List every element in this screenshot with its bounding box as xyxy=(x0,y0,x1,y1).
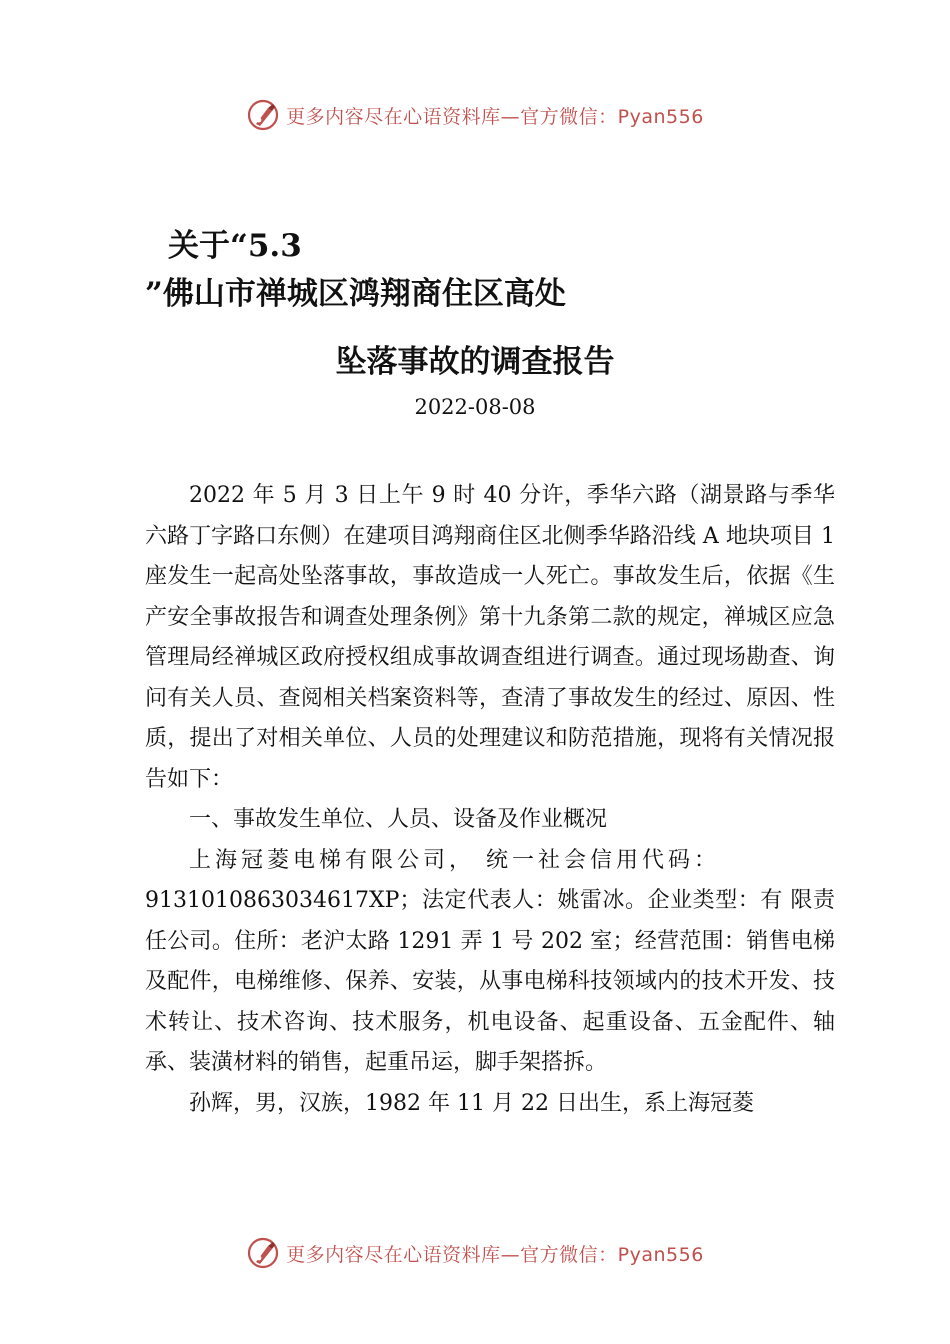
watermark-text: 更多内容尽在心语资料库—官方微信：Pyan556 xyxy=(286,105,704,128)
paragraph-company: 上海冠菱电梯有限公司， 统一社会信用代码： xyxy=(189,847,720,873)
title-line-2: ”佛山市禅城区鸿翔商住区高处 xyxy=(145,276,566,312)
pen-nib-logo-icon xyxy=(246,98,280,132)
paragraph-intro: 2022 年 5 月 3 日上午 9 时 40 分许，季华六路（湖景路与季华六路丁字路口东侧）在建项目鸿翔商住区北侧季华路沿线 A 地块项目 1 座发生一起高处坠落事故，事故造成一人死亡。事故发生后，依据《生产安全事故报告和调查处理条例》第十九条第二款的规定，禅城区应急管理局经禅城区政府授权组成事故调查组进行调查。通过现场勘查、询问有关人员、查阅相关档案资料等，查清了事故发生的经过、原因、性质，提出了对相关单位、人员的处理建议和防范措施，现将有关情况报告如下： xyxy=(145,483,835,792)
paragraph-person: 孙辉，男，汉族，1982 年 11 月 22 日出生，系上海冠菱 xyxy=(189,1090,754,1116)
footer-watermark xyxy=(0,1233,950,1273)
pen-nib-logo-icon xyxy=(246,1236,280,1270)
watermark-text: 更多内容尽在心语资料库—官方微信：Pyan556 xyxy=(286,1243,704,1266)
section-heading-1: 一、事故发生单位、人员、设备及作业概况 xyxy=(189,807,608,832)
paragraph-company-details: 9131010863034617XP；法定代表人：姚雷冰。企业类型：有 限责任公司。住所：老沪太路 1291 弄 1 号 202 室；经营范围：销售电梯及配件，电梯维修、保养、安装，从事电梯科技领域内的技术开发、技术转让、技术咨询、技术服务，机电设备、起重设备、五金配件、轴承、装潢材料的销售，起重吊运，脚手架搭拆。 xyxy=(145,888,835,1075)
header-watermark xyxy=(0,95,950,135)
document-body xyxy=(145,476,835,1124)
title-line-1: 关于“5.3 xyxy=(168,228,302,264)
title-line-3: 坠落事故的调查报告 xyxy=(335,344,615,380)
document-date: 2022-08-08 xyxy=(414,395,536,419)
